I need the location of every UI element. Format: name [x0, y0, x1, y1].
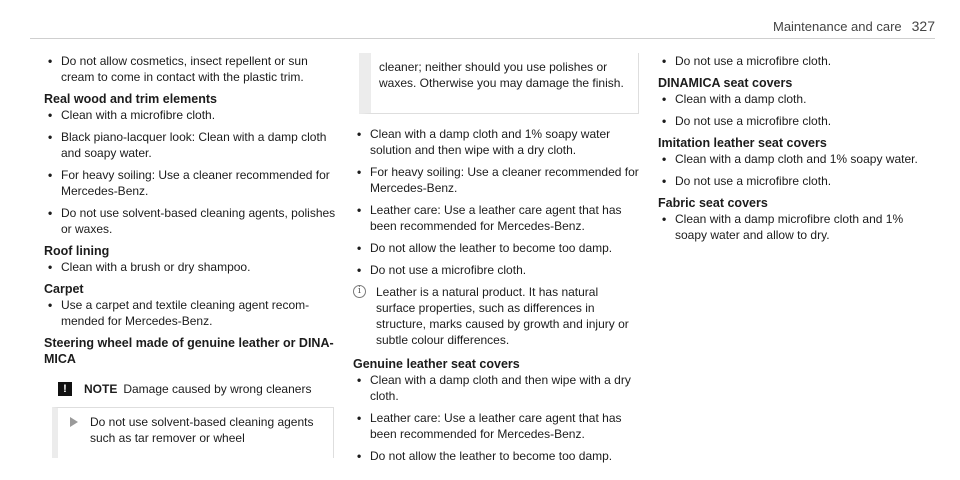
- list-item: • Clean with a damp cloth and then wipe with a dry cloth.: [353, 372, 639, 404]
- list-item: • For heavy soiling: Use a cleaner recommended for Mercedes-Benz.: [353, 164, 639, 196]
- column-2: [353, 53, 639, 470]
- page-number: 327: [911, 18, 935, 34]
- list-item: • Do not use a microfibre cloth.: [658, 173, 938, 189]
- section-heading-roof-lining: Roof lining: [44, 244, 110, 258]
- fabric-list: [658, 211, 938, 243]
- intro-list: [44, 53, 336, 85]
- list-item: • Use a carpet and textile cleaning agent recommended for Mercedes-Benz.: [44, 297, 336, 329]
- note-header: [52, 381, 334, 397]
- leather-list: [353, 126, 639, 278]
- list-item: • Clean with a damp cloth and 1% soapy water solution and then wipe with a dry cloth.: [353, 126, 639, 158]
- section-heading-fabric: Fabric seat covers: [658, 196, 768, 210]
- column-1: [44, 53, 336, 458]
- genuine-leather-list: [353, 372, 639, 464]
- step-arrow-icon: [70, 417, 78, 427]
- header-divider: [30, 38, 935, 39]
- column-3: [658, 53, 938, 249]
- imitation-leather-list: [658, 151, 938, 189]
- list-item: • Do not use a microfibre cloth.: [353, 262, 639, 278]
- section-heading-real-wood: Real wood and trim elements: [44, 92, 217, 106]
- list-item: • Do not use a microfibre cloth.: [658, 53, 938, 69]
- list-item: • Black piano-lacquer look: Clean with a damp cloth and soapy water.: [44, 129, 336, 161]
- note-label: NOTE: [84, 382, 118, 396]
- carpet-list: [44, 297, 336, 329]
- list-item: • Leather care: Use a leather care agent that has been recommended for Mercedes-Benz.: [353, 410, 639, 442]
- info-note: [353, 284, 639, 348]
- list-item: • Clean with a damp microfibre cloth and 1% soapy water and allow to dry.: [658, 211, 938, 243]
- roof-lining-list: [44, 259, 336, 275]
- section-heading-dinamica: DINAMICA seat covers: [658, 76, 793, 90]
- section-heading-imitation-leather: Imitation leather seat covers: [658, 136, 827, 150]
- section-heading-steering-wheel: Steering wheel made of genuine leather or DINAMICA: [44, 336, 334, 366]
- list-item: • Do not allow the leather to become too damp.: [353, 240, 639, 256]
- list-item: • Do not allow cosmetics, insect repellent or sun cream to come in contact with the plastic trim.: [44, 53, 336, 85]
- section-heading-carpet: Carpet: [44, 282, 84, 296]
- note-text: Damage caused by wrong cleaners: [123, 382, 312, 396]
- list-item: • Clean with a microfibre cloth.: [44, 107, 336, 123]
- real-wood-list: [44, 107, 336, 237]
- list-item: • Clean with a damp cloth and 1% soapy water.: [658, 151, 938, 167]
- section-title: Maintenance and care: [772, 19, 902, 34]
- note-box: [52, 381, 334, 458]
- list-item: • Clean with a damp cloth.: [658, 91, 938, 107]
- note-body: [52, 407, 334, 458]
- dinamica-list: [658, 91, 938, 129]
- info-icon: i: [353, 285, 366, 298]
- note-continued-text: cleaner; neither should you use polishes or waxes. Otherwise you may damage the finish.: [379, 60, 624, 90]
- list-item: • Do not use solvent-based cleaning agents, polishes or waxes.: [44, 205, 336, 237]
- section-heading-genuine-leather: Genuine leather seat covers: [353, 357, 520, 371]
- list-item: • Clean with a brush or dry shampoo.: [44, 259, 336, 275]
- info-text: Leather is a natural product. It has natural surface properties, such as differences in structure, marks caused by growth and injury or subtle colour differences.: [376, 285, 629, 347]
- note-continuation: [359, 53, 639, 114]
- running-header: [773, 18, 935, 34]
- list-item: • For heavy soiling: Use a cleaner recommended for Mercedes-Benz.: [44, 167, 336, 199]
- list-item: • Do not allow the leather to become too damp.: [353, 448, 639, 464]
- list-item: • Leather care: Use a leather care agent that has been recommended for Mercedes-Benz.: [353, 202, 639, 234]
- note-step: Do not use solvent-based cleaning agents such as tar remover or wheel: [90, 415, 314, 445]
- first-list: [658, 53, 938, 69]
- warning-icon: !: [58, 382, 72, 396]
- list-item: • Do not use a microfibre cloth.: [658, 113, 938, 129]
